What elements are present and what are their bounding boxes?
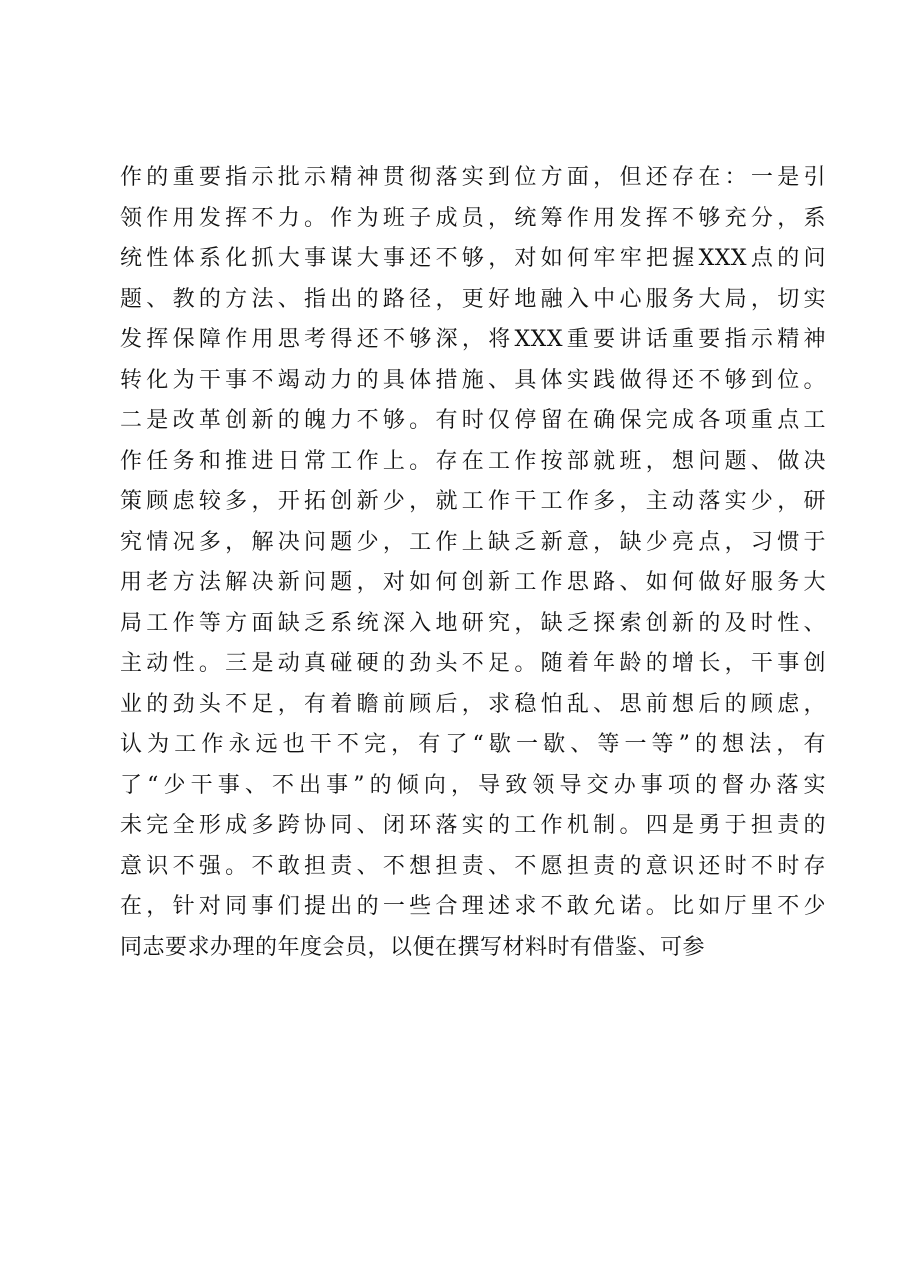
text-line: 作任务和推进日常工作上。存在工作按部就班，想问题、做决 xyxy=(120,448,826,474)
body-paragraph xyxy=(120,158,826,968)
text-line: 转化为干事不竭动力的具体措施、具体实践做得还不够到位。 xyxy=(120,367,826,393)
text-line: 了“少干事、不出事”的倾向，导致领导交办事项的督办落实 xyxy=(120,772,826,798)
text-line: 业的劲头不足，有着瞻前顾后，求稳怕乱、思前想后的顾虑， xyxy=(120,691,826,717)
text-line: 用老方法解决新问题，对如何创新工作思路、如何做好服务大 xyxy=(120,570,826,595)
text-line: 统性体系化抓大事谋大事还不够，对如何牢牢把握XXX点的问 xyxy=(120,246,826,271)
text-line: 主动性。三是动真碰硬的劲头不足。随着年龄的增长，干事创 xyxy=(120,651,826,676)
text-line: 策顾虑较多，开拓创新少，就工作干工作多，主动落实少，研 xyxy=(120,489,826,514)
text-line: 究情况多，解决问题少，工作上缺乏新意，缺少亮点，习惯于 xyxy=(120,529,826,555)
text-line: 局工作等方面缺乏系统深入地研究，缺乏探索创新的及时性、 xyxy=(120,610,826,636)
text-line: 作的重要指示批示精神贯彻落实到位方面，但还存在：一是引 xyxy=(120,165,826,190)
text-line: 题、教的方法、指出的路径，更好地融入中心服务大局，切实 xyxy=(120,286,826,312)
text-line: 领作用发挥不力。作为班子成员，统筹作用发挥不够充分，系 xyxy=(120,205,826,231)
text-line: 在，针对同事们提出的一些合理述求不敢允诺。比如厅里不少 xyxy=(120,894,826,919)
text-line: 未完全形成多跨协同、闭环落实的工作机制。四是勇于担责的 xyxy=(120,813,826,838)
text-line: 意识不强。不敢担责、不想担责、不愿担责的意识还时不时存 xyxy=(120,853,826,879)
text-line: 二是改革创新的魄力不够。有时仅停留在确保完成各项重点工 xyxy=(120,408,826,433)
text-line: 认为工作永远也干不完，有了“歇一歇、等一等”的想法，有 xyxy=(120,732,826,757)
text-line: 发挥保障作用思考得还不够深，将XXX重要讲话重要指示精神 xyxy=(120,327,826,352)
text-line: 同志要求办理的年度会员，以便在撰写材料时有借鉴、可参 xyxy=(120,934,706,960)
